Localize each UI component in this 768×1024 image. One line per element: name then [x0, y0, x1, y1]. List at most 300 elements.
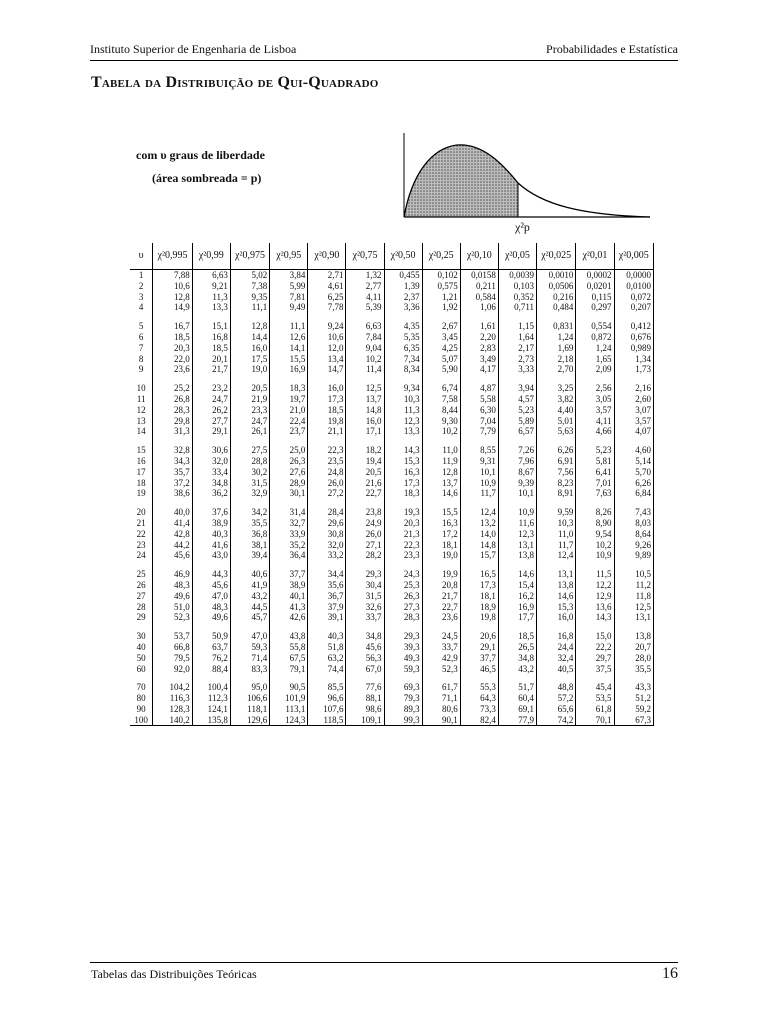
value-cell: 29,1	[192, 426, 230, 437]
value-cell: 3,05	[576, 394, 614, 405]
value-cell: 16,7	[153, 321, 192, 332]
value-cell: 5,89	[498, 416, 536, 427]
value-cell: 14,8	[346, 405, 384, 416]
header-rule	[90, 60, 678, 61]
value-cell: 107,6	[308, 704, 346, 715]
table-row	[130, 518, 654, 529]
value-cell: 11,6	[498, 518, 536, 529]
value-cell: 6,41	[576, 467, 614, 478]
df-cell: 17	[130, 467, 153, 478]
value-cell: 18,2	[346, 445, 384, 456]
value-cell: 6,84	[614, 488, 654, 499]
value-cell: 46,9	[153, 569, 192, 580]
value-cell: 36,8	[230, 529, 269, 540]
table-row	[130, 270, 654, 281]
value-cell: 33,4	[192, 467, 230, 478]
value-cell: 0,102	[422, 270, 460, 281]
value-cell: 51,7	[498, 682, 536, 693]
table-row	[130, 488, 654, 499]
df-cell: 12	[130, 405, 153, 416]
value-cell: 32,0	[192, 456, 230, 467]
value-cell: 10,2	[346, 354, 384, 365]
value-cell: 12,8	[153, 292, 192, 303]
value-cell: 2,71	[308, 270, 346, 281]
table-row	[130, 467, 654, 478]
value-cell: 10,1	[498, 488, 536, 499]
group-spacer	[130, 561, 654, 569]
value-cell: 14,1	[270, 343, 308, 354]
value-cell: 9,30	[422, 416, 460, 427]
value-cell: 1,69	[536, 343, 575, 354]
value-cell: 66,8	[153, 642, 192, 653]
value-cell: 43,2	[230, 591, 269, 602]
value-cell: 26,3	[384, 591, 422, 602]
value-cell: 38,6	[153, 488, 192, 499]
value-cell: 13,6	[576, 602, 614, 613]
value-cell: 6,63	[346, 321, 384, 332]
value-cell: 89,3	[384, 704, 422, 715]
table-row	[130, 343, 654, 354]
value-cell: 18,3	[270, 383, 308, 394]
value-cell: 30,6	[192, 445, 230, 456]
value-cell: 36,2	[192, 488, 230, 499]
value-cell: 2,16	[614, 383, 654, 394]
value-cell: 18,1	[422, 540, 460, 551]
group-spacer	[130, 437, 654, 445]
value-cell: 41,3	[270, 602, 308, 613]
value-cell: 4,11	[346, 292, 384, 303]
value-cell: 4,35	[384, 321, 422, 332]
value-cell: 19,0	[230, 364, 269, 375]
value-cell: 5,81	[576, 456, 614, 467]
value-cell: 14,4	[230, 332, 269, 343]
value-cell: 33,7	[422, 642, 460, 653]
value-cell: 43,0	[192, 550, 230, 561]
df-cell: 80	[130, 693, 153, 704]
value-cell: 9,24	[308, 321, 346, 332]
value-cell: 29,6	[308, 518, 346, 529]
value-cell: 6,63	[192, 270, 230, 281]
value-cell: 45,6	[192, 580, 230, 591]
value-cell: 15,4	[498, 580, 536, 591]
value-cell: 49,6	[153, 591, 192, 602]
value-cell: 32,4	[536, 653, 575, 664]
value-cell: 45,4	[576, 682, 614, 693]
df-cell: 23	[130, 540, 153, 551]
value-cell: 29,3	[384, 631, 422, 642]
value-cell: 14,0	[460, 529, 498, 540]
value-cell: 0,575	[422, 281, 460, 292]
value-cell: 20,5	[230, 383, 269, 394]
course-name: Probabilidades e Estatística	[546, 42, 678, 56]
table-row	[130, 540, 654, 551]
value-cell: 0,711	[498, 302, 536, 313]
value-cell: 49,6	[192, 612, 230, 623]
table-row-group	[130, 313, 654, 375]
table-row	[130, 405, 654, 416]
value-cell: 124,1	[192, 704, 230, 715]
value-cell: 29,8	[153, 416, 192, 427]
value-cell: 44,5	[230, 602, 269, 613]
table-row	[130, 682, 654, 693]
value-cell: 77,9	[498, 715, 536, 726]
value-cell: 9,89	[614, 550, 654, 561]
value-cell: 10,6	[153, 281, 192, 292]
df-cell: 30	[130, 631, 153, 642]
df-cell: 25	[130, 569, 153, 580]
value-cell: 44,3	[192, 569, 230, 580]
value-cell: 77,6	[346, 682, 384, 693]
value-cell: 28,3	[153, 405, 192, 416]
value-cell: 135,8	[192, 715, 230, 726]
value-cell: 35,7	[153, 467, 192, 478]
group-spacer	[130, 623, 654, 631]
value-cell: 2,73	[498, 354, 536, 365]
table-row	[130, 612, 654, 623]
value-cell: 16,8	[536, 631, 575, 642]
value-cell: 26,0	[308, 478, 346, 489]
value-cell: 37,7	[270, 569, 308, 580]
value-cell: 24,8	[308, 467, 346, 478]
df-cell: 6	[130, 332, 153, 343]
value-cell: 21,0	[270, 405, 308, 416]
df-cell: 50	[130, 653, 153, 664]
shaded-area	[404, 145, 518, 217]
df-cell: 11	[130, 394, 153, 405]
value-cell: 18,5	[192, 343, 230, 354]
value-cell: 16,0	[308, 383, 346, 394]
value-cell: 3,45	[422, 332, 460, 343]
value-cell: 7,34	[384, 354, 422, 365]
df-cell: 29	[130, 612, 153, 623]
table-row-group	[130, 674, 654, 726]
value-cell: 129,6	[230, 715, 269, 726]
value-cell: 4,60	[614, 445, 654, 456]
value-cell: 6,26	[536, 445, 575, 456]
value-cell: 113,1	[270, 704, 308, 715]
value-cell: 18,5	[308, 405, 346, 416]
value-cell: 3,57	[614, 416, 654, 427]
value-cell: 35,6	[308, 580, 346, 591]
value-cell: 23,3	[384, 550, 422, 561]
page-number: 16	[662, 965, 678, 982]
value-cell: 13,7	[422, 478, 460, 489]
value-cell: 22,2	[576, 642, 614, 653]
value-cell: 10,1	[460, 467, 498, 478]
column-header-df: υ	[130, 243, 153, 270]
value-cell: 96,6	[308, 693, 346, 704]
value-cell: 16,9	[498, 602, 536, 613]
value-cell: 23,6	[153, 364, 192, 375]
value-cell: 63,2	[308, 653, 346, 664]
value-cell: 48,8	[536, 682, 575, 693]
table-row-group	[130, 623, 654, 674]
value-cell: 11,3	[384, 405, 422, 416]
value-cell: 10,9	[576, 550, 614, 561]
value-cell: 70,1	[576, 715, 614, 726]
value-cell: 85,5	[308, 682, 346, 693]
value-cell: 2,37	[384, 292, 422, 303]
value-cell: 13,1	[614, 612, 654, 623]
table-row	[130, 602, 654, 613]
table-row	[130, 478, 654, 489]
value-cell: 1,34	[614, 354, 654, 365]
value-cell: 5,58	[460, 394, 498, 405]
value-cell: 39,4	[230, 550, 269, 561]
figure-caption-area: (área sombreada = p)	[152, 171, 262, 185]
value-cell: 12,3	[384, 416, 422, 427]
value-cell: 14,6	[536, 591, 575, 602]
value-cell: 26,3	[270, 456, 308, 467]
value-cell: 38,9	[192, 518, 230, 529]
value-cell: 7,04	[460, 416, 498, 427]
table-row	[130, 281, 654, 292]
df-cell: 100	[130, 715, 153, 726]
value-cell: 29,3	[346, 569, 384, 580]
value-cell: 118,5	[308, 715, 346, 726]
value-cell: 30,1	[270, 488, 308, 499]
value-cell: 9,54	[576, 529, 614, 540]
value-cell: 1,39	[384, 281, 422, 292]
value-cell: 109,1	[346, 715, 384, 726]
table-row	[130, 292, 654, 303]
value-cell: 22,7	[346, 488, 384, 499]
value-cell: 23,5	[308, 456, 346, 467]
column-header-quantile: χ²0,75	[346, 243, 384, 270]
table-row	[130, 642, 654, 653]
value-cell: 28,4	[308, 507, 346, 518]
value-cell: 12,8	[230, 321, 269, 332]
value-cell: 0,0000	[614, 270, 654, 281]
value-cell: 16,2	[498, 591, 536, 602]
value-cell: 30,4	[346, 580, 384, 591]
value-cell: 13,8	[536, 580, 575, 591]
value-cell: 4,07	[614, 426, 654, 437]
value-cell: 2,77	[346, 281, 384, 292]
value-cell: 19,8	[460, 612, 498, 623]
df-cell: 7	[130, 343, 153, 354]
table-row	[130, 394, 654, 405]
df-cell: 13	[130, 416, 153, 427]
value-cell: 7,01	[576, 478, 614, 489]
df-cell: 22	[130, 529, 153, 540]
value-cell: 34,3	[153, 456, 192, 467]
value-cell: 45,7	[230, 612, 269, 623]
value-cell: 8,91	[536, 488, 575, 499]
value-cell: 5,99	[270, 281, 308, 292]
value-cell: 43,2	[498, 664, 536, 675]
value-cell: 46,5	[460, 664, 498, 675]
value-cell: 3,49	[460, 354, 498, 365]
value-cell: 10,9	[498, 507, 536, 518]
value-cell: 32,0	[308, 540, 346, 551]
value-cell: 76,2	[192, 653, 230, 664]
value-cell: 104,2	[153, 682, 192, 693]
value-cell: 34,2	[230, 507, 269, 518]
value-cell: 14,8	[460, 540, 498, 551]
value-cell: 51,2	[614, 693, 654, 704]
value-cell: 1,92	[422, 302, 460, 313]
value-cell: 7,56	[536, 467, 575, 478]
table-row-group	[130, 270, 654, 314]
value-cell: 13,8	[498, 550, 536, 561]
column-header-quantile: χ²0,025	[536, 243, 575, 270]
value-cell: 23,6	[422, 612, 460, 623]
value-cell: 17,3	[384, 478, 422, 489]
value-cell: 8,44	[422, 405, 460, 416]
value-cell: 13,1	[498, 540, 536, 551]
value-cell: 0,455	[384, 270, 422, 281]
value-cell: 83,3	[230, 664, 269, 675]
value-cell: 10,2	[576, 540, 614, 551]
value-cell: 1,21	[422, 292, 460, 303]
value-cell: 19,8	[308, 416, 346, 427]
value-cell: 32,8	[153, 445, 192, 456]
figure-caption-degrees: com υ graus de liberdade	[136, 148, 265, 162]
value-cell: 29,1	[460, 642, 498, 653]
table-row	[130, 631, 654, 642]
value-cell: 5,23	[498, 405, 536, 416]
value-cell: 4,40	[536, 405, 575, 416]
value-cell: 67,3	[614, 715, 654, 726]
value-cell: 22,3	[308, 445, 346, 456]
value-cell: 47,0	[192, 591, 230, 602]
value-cell: 0,676	[614, 332, 654, 343]
table-row	[130, 507, 654, 518]
value-cell: 6,91	[536, 456, 575, 467]
value-cell: 17,3	[308, 394, 346, 405]
value-cell: 28,2	[346, 550, 384, 561]
value-cell: 51,8	[308, 642, 346, 653]
value-cell: 88,1	[346, 693, 384, 704]
value-cell: 5,90	[422, 364, 460, 375]
value-cell: 1,73	[614, 364, 654, 375]
value-cell: 8,34	[384, 364, 422, 375]
value-cell: 0,989	[614, 343, 654, 354]
value-cell: 79,1	[270, 664, 308, 675]
value-cell: 45,6	[153, 550, 192, 561]
value-cell: 40,3	[192, 529, 230, 540]
value-cell: 118,1	[230, 704, 269, 715]
value-cell: 8,55	[460, 445, 498, 456]
value-cell: 11,1	[270, 321, 308, 332]
column-header-quantile: χ²0,25	[422, 243, 460, 270]
value-cell: 15,3	[536, 602, 575, 613]
value-cell: 23,7	[270, 426, 308, 437]
value-cell: 37,2	[153, 478, 192, 489]
table-row	[130, 664, 654, 675]
value-cell: 140,2	[153, 715, 192, 726]
value-cell: 7,43	[614, 507, 654, 518]
column-header-quantile: χ²0,01	[576, 243, 614, 270]
value-cell: 2,83	[460, 343, 498, 354]
value-cell: 0,072	[614, 292, 654, 303]
value-cell: 59,3	[384, 664, 422, 675]
value-cell: 15,5	[422, 507, 460, 518]
value-cell: 12,5	[346, 383, 384, 394]
table-row	[130, 416, 654, 427]
value-cell: 7,58	[422, 394, 460, 405]
value-cell: 27,1	[346, 540, 384, 551]
value-cell: 0,0100	[614, 281, 654, 292]
column-header-quantile: χ²0,975	[230, 243, 269, 270]
value-cell: 8,64	[614, 529, 654, 540]
chi-square-table-figure	[130, 133, 654, 773]
value-cell: 28,9	[270, 478, 308, 489]
value-cell: 15,5	[270, 354, 308, 365]
value-cell: 13,7	[346, 394, 384, 405]
value-cell: 27,7	[192, 416, 230, 427]
value-cell: 12,8	[422, 467, 460, 478]
value-cell: 29,7	[576, 653, 614, 664]
value-cell: 18,5	[498, 631, 536, 642]
value-cell: 41,9	[230, 580, 269, 591]
value-cell: 1,15	[498, 321, 536, 332]
value-cell: 16,9	[270, 364, 308, 375]
value-cell: 15,3	[384, 456, 422, 467]
df-cell: 60	[130, 664, 153, 675]
value-cell: 61,8	[576, 704, 614, 715]
value-cell: 15,0	[576, 631, 614, 642]
value-cell: 51,0	[153, 602, 192, 613]
page-title: Tabela da Distribuição de Qui-Quadrado	[91, 74, 379, 91]
value-cell: 2,70	[536, 364, 575, 375]
value-cell: 14,3	[576, 612, 614, 623]
value-cell: 41,6	[192, 540, 230, 551]
column-header-quantile: χ²0,10	[460, 243, 498, 270]
value-cell: 25,2	[153, 383, 192, 394]
value-cell: 1,64	[498, 332, 536, 343]
df-cell: 5	[130, 321, 153, 332]
df-cell: 1	[130, 270, 153, 281]
value-cell: 10,2	[422, 426, 460, 437]
value-cell: 12,4	[460, 507, 498, 518]
value-cell: 37,6	[192, 507, 230, 518]
value-cell: 30,2	[230, 467, 269, 478]
value-cell: 101,9	[270, 693, 308, 704]
value-cell: 1,24	[576, 343, 614, 354]
value-cell: 21,7	[192, 364, 230, 375]
value-cell: 12,0	[308, 343, 346, 354]
value-cell: 11,7	[536, 540, 575, 551]
value-cell: 24,5	[422, 631, 460, 642]
value-cell: 7,88	[153, 270, 192, 281]
value-cell: 57,2	[536, 693, 575, 704]
value-cell: 48,3	[192, 602, 230, 613]
value-cell: 16,0	[346, 416, 384, 427]
value-cell: 11,0	[422, 445, 460, 456]
table-row	[130, 591, 654, 602]
value-cell: 4,17	[460, 364, 498, 375]
value-cell: 0,0010	[536, 270, 575, 281]
value-cell: 128,3	[153, 704, 192, 715]
value-cell: 20,7	[614, 642, 654, 653]
value-cell: 2,09	[576, 364, 614, 375]
value-cell: 14,7	[308, 364, 346, 375]
group-spacer	[130, 375, 654, 383]
value-cell: 11,0	[536, 529, 575, 540]
group-spacer	[130, 674, 654, 682]
df-cell: 10	[130, 383, 153, 394]
value-cell: 37,7	[460, 653, 498, 664]
value-cell: 0,297	[576, 302, 614, 313]
chi-critical-label: χ²p	[515, 220, 530, 234]
value-cell: 39,3	[384, 642, 422, 653]
value-cell: 0,103	[498, 281, 536, 292]
value-cell: 20,1	[192, 354, 230, 365]
value-cell: 60,4	[498, 693, 536, 704]
column-header-quantile: χ²0,05	[498, 243, 536, 270]
